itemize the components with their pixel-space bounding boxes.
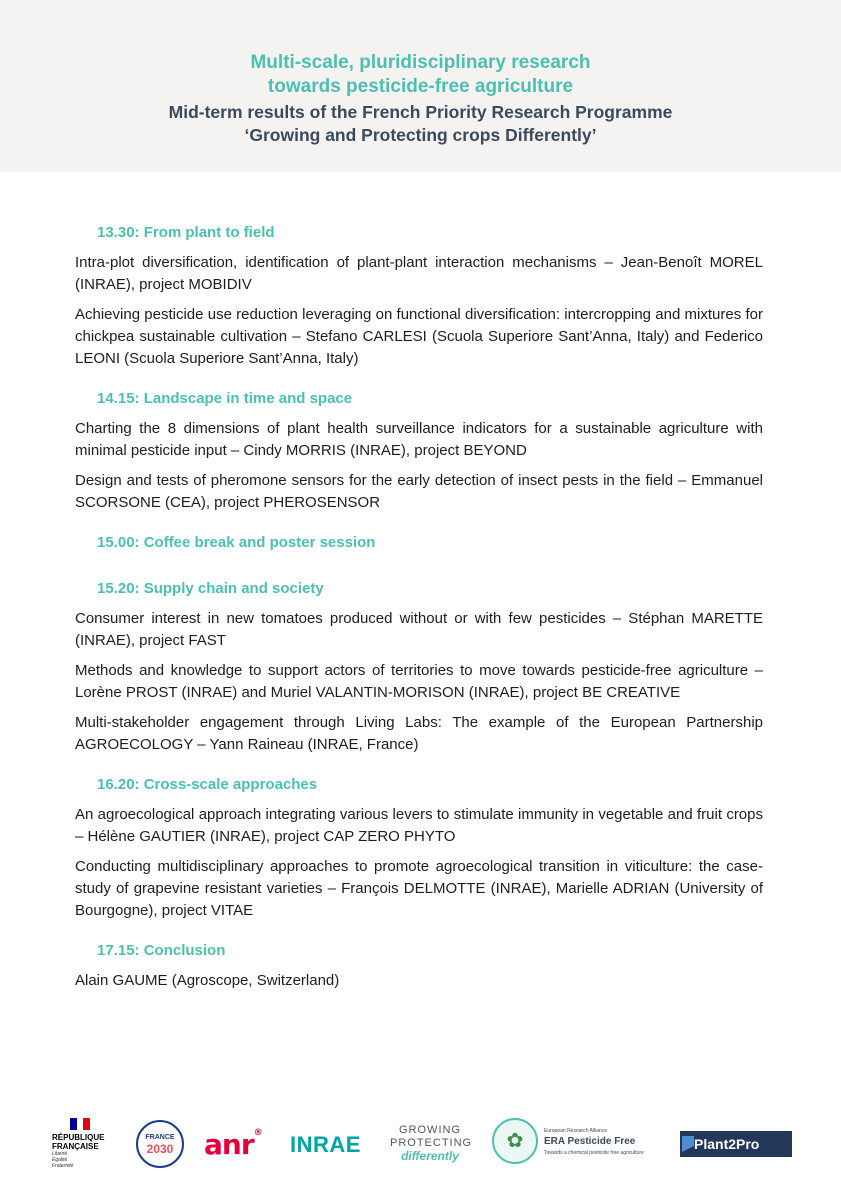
gp-line-1: GROWING	[399, 1124, 461, 1136]
title-line-1: Multi-scale, pluridisciplinary research	[250, 52, 591, 73]
era-name: ERA Pesticide Free	[544, 1136, 636, 1147]
section-heading: 17.15: Conclusion	[97, 942, 226, 959]
gp-line-3: differently	[401, 1149, 459, 1163]
talk-item: Methods and knowledge to support actors of territories to move towards pesticide-free agriculture – Lorène PROST (INRAE) and Muriel VALANTIN-MORISON (INRAE), project BE CREATIVE	[75, 662, 763, 701]
partner-logos	[0, 1110, 841, 1180]
republique-line-1: RÉPUBLIQUE	[52, 1133, 105, 1142]
talk-item: Design and tests of pheromone sensors for the early detection of insect pests in the field – Emmanuel SCORSONE (CEA), project PHEROSENSOR	[75, 472, 763, 511]
talk-item: Alain GAUME (Agroscope, Switzerland)	[75, 972, 340, 989]
france-2030-top: FRANCE	[145, 1134, 175, 1141]
growing-protecting-differently-logo	[390, 1124, 473, 1163]
era-small-text: European Research Alliance	[544, 1128, 608, 1134]
document-subtitle	[0, 101, 841, 147]
programme-content	[75, 222, 763, 992]
republique-motto-1: Liberté	[52, 1151, 68, 1157]
plant2pro-text: Plant2Pro	[694, 1136, 760, 1152]
republique-motto-2: Égalité	[52, 1157, 68, 1163]
talk-item: Multi-stakeholder engagement through Living Labs: The example of the European Partnership AGROECOLOGY – Yann Raineau (INRAE, France)	[75, 714, 763, 753]
talk-item: An agroecological approach integrating various levers to stimulate immunity in vegetable and fruit crops – Hélène GAUTIER (INRAE), project CAP ZERO PHYTO	[75, 806, 763, 845]
section-heading: 15.20: Supply chain and society	[97, 580, 324, 597]
plant2pro-logo	[680, 1131, 792, 1157]
france-2030-logo	[136, 1120, 184, 1168]
era-pesticide-free-logo	[492, 1118, 662, 1168]
anr-logo	[204, 1128, 262, 1161]
plant2pro-mark-icon	[682, 1136, 694, 1152]
french-flag-icon	[70, 1118, 90, 1130]
section-heading: 13.30: From plant to field	[97, 224, 275, 241]
seedling-icon: ✿	[492, 1118, 538, 1164]
section-heading: 14.15: Landscape in time and space	[97, 390, 353, 407]
talk-item: Charting the 8 dimensions of plant health surveillance indicators for a sustainable agriculture with minimal pesticide input – Cindy MORRIS (INRAE), project BEYOND	[75, 420, 763, 459]
section-heading: 15.00: Coffee break and poster session	[97, 534, 376, 551]
france-2030-year: 2030	[146, 1142, 174, 1156]
anr-registered-mark: ®	[253, 1128, 262, 1138]
title-line-2: towards pesticide-free agriculture	[267, 76, 574, 97]
talk-item: Intra-plot diversification, identification of plant-plant interaction mechanisms – Jean-Benoît MOREL (INRAE), project MOBIDIV	[75, 254, 763, 293]
republique-line-2: FRANÇAISE	[52, 1142, 99, 1151]
section-heading: 16.20: Cross-scale approaches	[97, 776, 318, 793]
talk-item: Consumer interest in new tomatoes produced without or with few pesticides – Stéphan MARETTE (INRAE), project FAST	[75, 610, 763, 649]
talk-item: Conducting multidisciplinary approaches to promote agroecological transition in viticulture: the case-study of grapevine resistant varieties – François DELMOTTE (INRAE), Marielle ADRIAN (University of Bourgogne), project VITAE	[75, 858, 763, 919]
republique-francaise-logo	[52, 1118, 118, 1169]
era-tagline: Towards a chemical pesticide free agriculture	[544, 1150, 644, 1156]
document-title	[0, 51, 841, 99]
anr-text: anr	[204, 1128, 254, 1161]
page-header	[0, 0, 841, 172]
gp-line-2: PROTECTING	[390, 1137, 473, 1149]
subtitle-line-1: Mid-term results of the French Priority Research Programme	[168, 102, 673, 122]
talk-item: Achieving pesticide use reduction leveraging on functional diversification: intercropping and mixtures for chickpea sustainable cultivation – Stefano CARLESI (Scuola Superiore Sant’Anna, Italy) and Federico LEONI (Scuola Superiore Sant’Anna, Italy)	[75, 306, 763, 367]
republique-motto-3: Fraternité	[52, 1163, 74, 1169]
inrae-logo: INRAE	[290, 1132, 361, 1157]
subtitle-line-2: ‘Growing and Protecting crops Differently’	[244, 125, 597, 145]
